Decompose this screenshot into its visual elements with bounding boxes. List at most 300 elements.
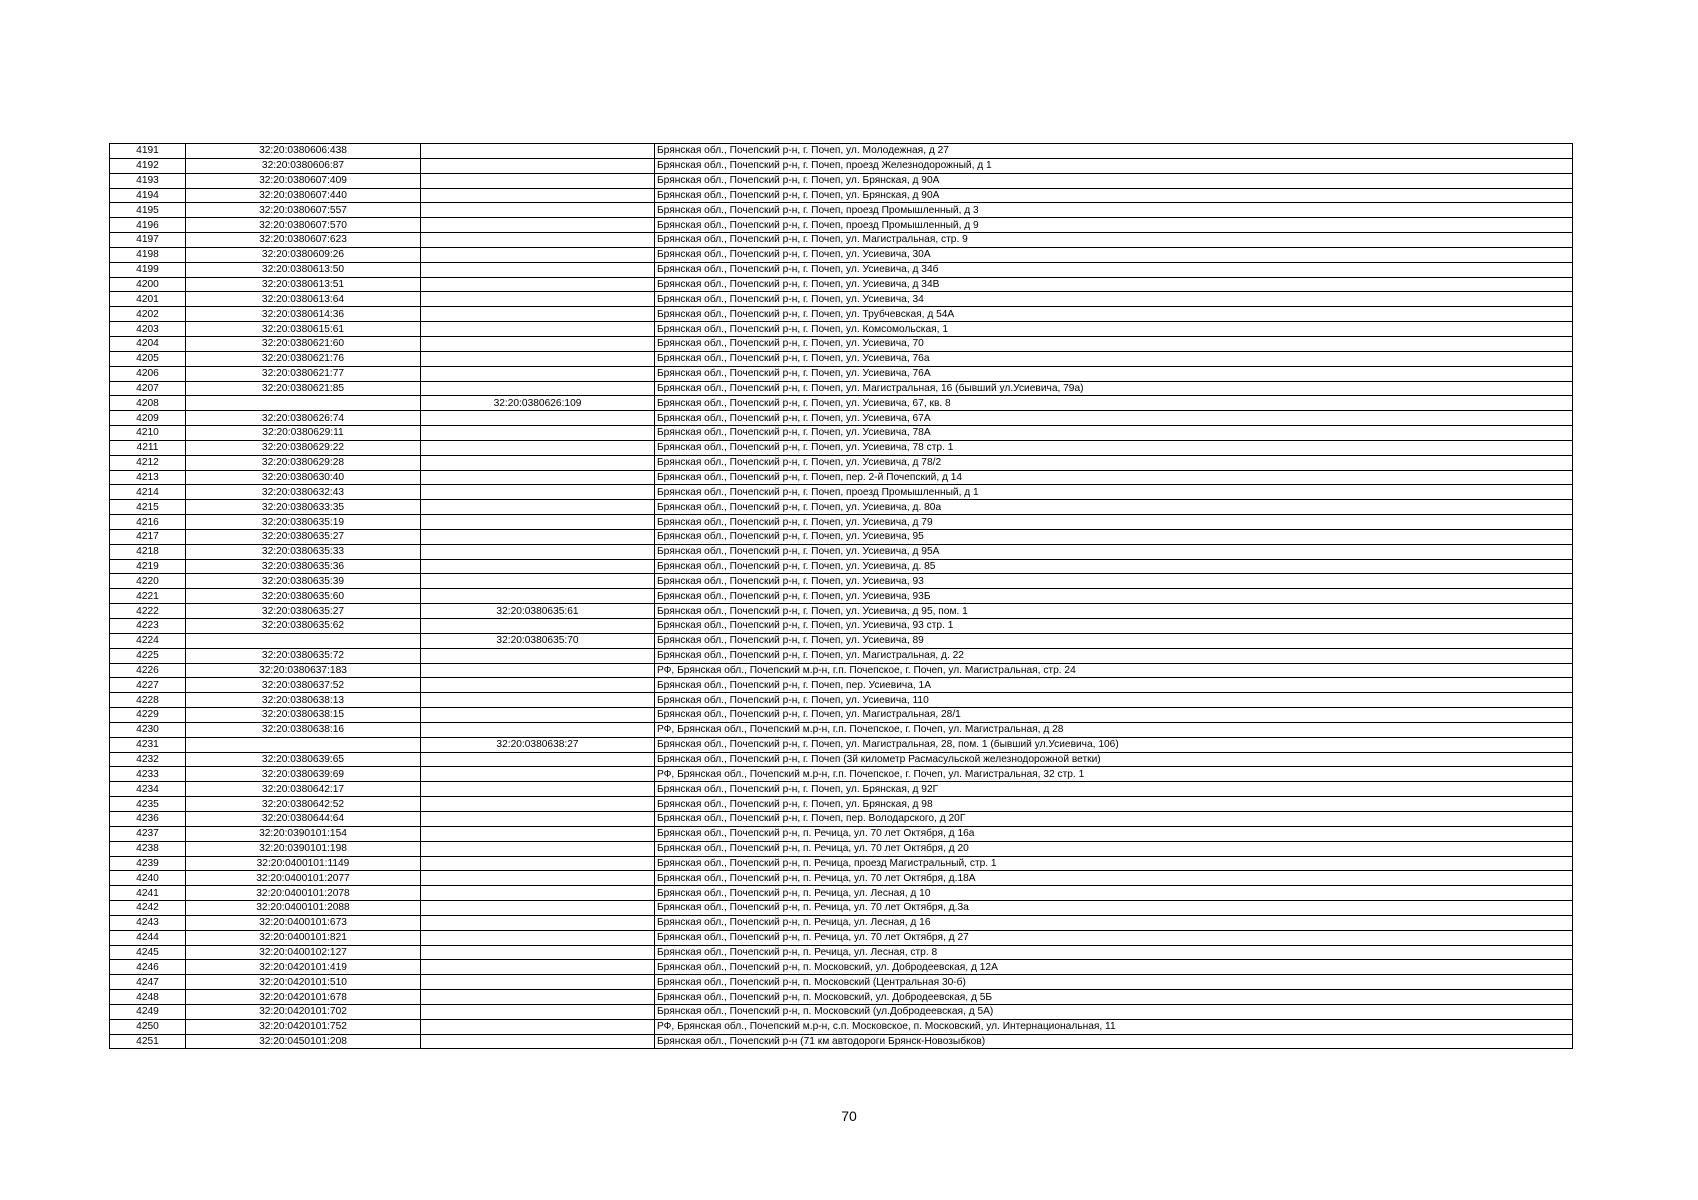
cadastral-number-cell: 32:20:0380639:69 [186, 767, 421, 782]
table-row [110, 144, 1573, 159]
related-cadastral-number-cell [421, 277, 655, 292]
related-cadastral-number-cell [421, 678, 655, 693]
address-cell: Брянская обл., Почепский р-н, г. Почеп, проезд Промышленный, д 9 [655, 218, 1573, 233]
row-number-cell: 4239 [110, 856, 186, 871]
row-number-cell: 4230 [110, 722, 186, 737]
address-cell: Брянская обл., Почепский р-н, г. Почеп, пер. 2-й Почепский, д 14 [655, 470, 1573, 485]
table-row [110, 381, 1573, 396]
related-cadastral-number-cell [421, 901, 655, 916]
row-number-cell: 4220 [110, 574, 186, 589]
row-number-cell: 4214 [110, 485, 186, 500]
table-row [110, 811, 1573, 826]
table-row [110, 292, 1573, 307]
row-number-cell: 4231 [110, 737, 186, 752]
row-number-cell: 4238 [110, 841, 186, 856]
table-row [110, 604, 1573, 619]
related-cadastral-number-cell: 32:20:0380635:61 [421, 604, 655, 619]
table-row [110, 485, 1573, 500]
table-row [110, 470, 1573, 485]
row-number-cell: 4243 [110, 915, 186, 930]
related-cadastral-number-cell [421, 663, 655, 678]
related-cadastral-number-cell [421, 693, 655, 708]
address-cell: Брянская обл., Почепский р-н, г. Почеп, ул. Усиевича, 76А [655, 366, 1573, 381]
cadastral-number-cell [186, 396, 421, 411]
address-cell: Брянская обл., Почепский р-н, г. Почеп, ул. Молодежная, д 27 [655, 144, 1573, 159]
related-cadastral-number-cell [421, 529, 655, 544]
row-number-cell: 4244 [110, 930, 186, 945]
table-row [110, 307, 1573, 322]
related-cadastral-number-cell [421, 990, 655, 1005]
address-cell: Брянская обл., Почепский р-н, п. Речица, ул. Лесная, д 10 [655, 886, 1573, 901]
related-cadastral-number-cell [421, 173, 655, 188]
cadastral-number-cell: 32:20:0380630:40 [186, 470, 421, 485]
table-row [110, 544, 1573, 559]
row-number-cell: 4196 [110, 218, 186, 233]
row-number-cell: 4209 [110, 411, 186, 426]
address-cell: Брянская обл., Почепский р-н, г. Почеп, ул. Усиевича, 110 [655, 693, 1573, 708]
table-row [110, 708, 1573, 723]
related-cadastral-number-cell [421, 188, 655, 203]
cadastral-number-cell: 32:20:0420101:510 [186, 975, 421, 990]
table-row [110, 589, 1573, 604]
table-row [110, 663, 1573, 678]
table-row [110, 678, 1573, 693]
table-row [110, 915, 1573, 930]
table-row [110, 633, 1573, 648]
cadastral-number-cell: 32:20:0380638:15 [186, 708, 421, 723]
row-number-cell: 4229 [110, 708, 186, 723]
address-cell: Брянская обл., Почепский р-н (71 км автодороги Брянск-Новозыбков) [655, 1034, 1573, 1049]
cadastral-number-cell: 32:20:0380613:50 [186, 262, 421, 277]
cadastral-number-cell: 32:20:0380609:26 [186, 247, 421, 262]
cadastral-number-cell: 32:20:0380637:183 [186, 663, 421, 678]
row-number-cell: 4251 [110, 1034, 186, 1049]
table-row [110, 990, 1573, 1005]
table-row [110, 960, 1573, 975]
row-number-cell: 4236 [110, 811, 186, 826]
cadastral-number-cell: 32:20:0380607:623 [186, 233, 421, 248]
table-row [110, 871, 1573, 886]
cadastral-number-cell: 32:20:0380607:440 [186, 188, 421, 203]
related-cadastral-number-cell: 32:20:0380626:109 [421, 396, 655, 411]
related-cadastral-number-cell [421, 752, 655, 767]
cadastral-number-cell: 32:20:0380614:36 [186, 307, 421, 322]
address-cell: Брянская обл., Почепский р-н, г. Почеп (3й километр Расмасульской железнодорожной ветки) [655, 752, 1573, 767]
address-cell: Брянская обл., Почепский р-н, г. Почеп, проезд Промышленный, д 1 [655, 485, 1573, 500]
cadastral-number-cell: 32:20:0420101:419 [186, 960, 421, 975]
cadastral-number-cell: 32:20:0380638:13 [186, 693, 421, 708]
cadastral-number-cell: 32:20:0400101:2077 [186, 871, 421, 886]
related-cadastral-number-cell [421, 351, 655, 366]
cadastral-number-cell: 32:20:0380613:64 [186, 292, 421, 307]
address-cell: Брянская обл., Почепский р-н, г. Почеп, ул. Усиевича, д 79 [655, 515, 1573, 530]
address-cell: Брянская обл., Почепский р-н, п. Речица, ул. 70 лет Октября, д.3а [655, 901, 1573, 916]
address-cell: Брянская обл., Почепский р-н, г. Почеп, ул. Усиевича, д. 80а [655, 500, 1573, 515]
table-row [110, 1019, 1573, 1034]
row-number-cell: 4211 [110, 440, 186, 455]
row-number-cell: 4200 [110, 277, 186, 292]
row-number-cell: 4241 [110, 886, 186, 901]
related-cadastral-number-cell [421, 708, 655, 723]
table-row [110, 515, 1573, 530]
table-row [110, 440, 1573, 455]
address-cell: Брянская обл., Почепский р-н, г. Почеп, ул. Усиевича, 67, кв. 8 [655, 396, 1573, 411]
related-cadastral-number-cell [421, 811, 655, 826]
table-row [110, 173, 1573, 188]
table-row [110, 188, 1573, 203]
address-cell: Брянская обл., Почепский р-н, п. Московский, ул. Добродеевская, д 12А [655, 960, 1573, 975]
related-cadastral-number-cell [421, 366, 655, 381]
cadastral-number-cell: 32:20:0390101:154 [186, 826, 421, 841]
row-number-cell: 4204 [110, 336, 186, 351]
cadastral-number-cell: 32:20:0380635:33 [186, 544, 421, 559]
address-cell: Брянская обл., Почепский р-н, г. Почеп, ул. Усиевича, д 78/2 [655, 455, 1573, 470]
row-number-cell: 4195 [110, 203, 186, 218]
cadastral-number-cell: 32:20:0380629:11 [186, 426, 421, 441]
row-number-cell: 4201 [110, 292, 186, 307]
table-row [110, 797, 1573, 812]
related-cadastral-number-cell: 32:20:0380635:70 [421, 633, 655, 648]
table-row [110, 559, 1573, 574]
table-row [110, 901, 1573, 916]
address-cell: Брянская обл., Почепский р-н, г. Почеп, ул. Усиевича, 70 [655, 336, 1573, 351]
cadastral-number-cell: 32:20:0420101:678 [186, 990, 421, 1005]
related-cadastral-number-cell [421, 945, 655, 960]
related-cadastral-number-cell [421, 470, 655, 485]
related-cadastral-number-cell [421, 218, 655, 233]
related-cadastral-number-cell [421, 930, 655, 945]
row-number-cell: 4198 [110, 247, 186, 262]
row-number-cell: 4248 [110, 990, 186, 1005]
row-number-cell: 4217 [110, 529, 186, 544]
cadastral-number-cell: 32:20:0380621:76 [186, 351, 421, 366]
row-number-cell: 4240 [110, 871, 186, 886]
table-row [110, 648, 1573, 663]
address-cell: Брянская обл., Почепский р-н, г. Почеп, ул. Магистральная, 28, пом. 1 (бывший ул.Усиевича, 106) [655, 737, 1573, 752]
related-cadastral-number-cell [421, 960, 655, 975]
cadastral-number-cell: 32:20:0380629:28 [186, 455, 421, 470]
address-cell: Брянская обл., Почепский р-н, г. Почеп, ул. Комсомольская, 1 [655, 322, 1573, 337]
address-cell: РФ, Брянская обл., Почепский м.р-н, с.п. Московское, п. Московский, ул. Интернациональная, 11 [655, 1019, 1573, 1034]
address-cell: Брянская обл., Почепский р-н, п. Речица, проезд Магистральный, стр. 1 [655, 856, 1573, 871]
row-number-cell: 4247 [110, 975, 186, 990]
cadastral-number-cell [186, 633, 421, 648]
table-row [110, 500, 1573, 515]
related-cadastral-number-cell [421, 782, 655, 797]
row-number-cell: 4226 [110, 663, 186, 678]
related-cadastral-number-cell: 32:20:0380638:27 [421, 737, 655, 752]
address-cell: Брянская обл., Почепский р-н, г. Почеп, ул. Усиевича, 78 стр. 1 [655, 440, 1573, 455]
address-cell: Брянская обл., Почепский р-н, г. Почеп, ул. Усиевича, д. 85 [655, 559, 1573, 574]
row-number-cell: 4223 [110, 619, 186, 634]
table-row [110, 752, 1573, 767]
related-cadastral-number-cell [421, 544, 655, 559]
cadastral-table [109, 143, 1573, 1049]
related-cadastral-number-cell [421, 322, 655, 337]
table-row [110, 218, 1573, 233]
cadastral-number-cell: 32:20:0380607:570 [186, 218, 421, 233]
table-row [110, 782, 1573, 797]
address-cell: Брянская обл., Почепский р-н, г. Почеп, ул. Усиевича, 93 стр. 1 [655, 619, 1573, 634]
address-cell: Брянская обл., Почепский р-н, г. Почеп, ул. Магистральная, 28/1 [655, 708, 1573, 723]
address-cell: Брянская обл., Почепский р-н, г. Почеп, ул. Усиевича, д 34б [655, 262, 1573, 277]
cadastral-number-cell: 32:20:0380606:438 [186, 144, 421, 159]
address-cell: Брянская обл., Почепский р-н, г. Почеп, ул. Усиевича, д 34В [655, 277, 1573, 292]
address-cell: Брянская обл., Почепский р-н, г. Почеп, пер. Усиевича, 1А [655, 678, 1573, 693]
address-cell: Брянская обл., Почепский р-н, г. Почеп, ул. Брянская, д 90А [655, 173, 1573, 188]
address-cell: Брянская обл., Почепский р-н, г. Почеп, ул. Трубчевская, д 54А [655, 307, 1573, 322]
cadastral-number-cell: 32:20:0380635:72 [186, 648, 421, 663]
row-number-cell: 4208 [110, 396, 186, 411]
table-row [110, 767, 1573, 782]
cadastral-number-cell: 32:20:0380607:409 [186, 173, 421, 188]
related-cadastral-number-cell [421, 247, 655, 262]
cadastral-number-cell: 32:20:0450101:208 [186, 1034, 421, 1049]
related-cadastral-number-cell [421, 797, 655, 812]
cadastral-number-cell: 32:20:0380635:62 [186, 619, 421, 634]
related-cadastral-number-cell [421, 158, 655, 173]
cadastral-number-cell: 32:20:0380635:19 [186, 515, 421, 530]
address-cell: Брянская обл., Почепский р-н, г. Почеп, ул. Магистральная, 16 (бывший ул.Усиевича, 79а) [655, 381, 1573, 396]
related-cadastral-number-cell [421, 144, 655, 159]
row-number-cell: 4233 [110, 767, 186, 782]
table-row [110, 574, 1573, 589]
address-cell: Брянская обл., Почепский р-н, г. Почеп, ул. Усиевича, 95 [655, 529, 1573, 544]
table-row [110, 426, 1573, 441]
cadastral-number-cell: 32:20:0380642:52 [186, 797, 421, 812]
related-cadastral-number-cell [421, 574, 655, 589]
row-number-cell: 4192 [110, 158, 186, 173]
row-number-cell: 4245 [110, 945, 186, 960]
related-cadastral-number-cell [421, 292, 655, 307]
cadastral-number-cell: 32:20:0380644:64 [186, 811, 421, 826]
table-row [110, 886, 1573, 901]
related-cadastral-number-cell [421, 336, 655, 351]
related-cadastral-number-cell [421, 619, 655, 634]
related-cadastral-number-cell [421, 826, 655, 841]
row-number-cell: 4202 [110, 307, 186, 322]
cadastral-number-cell: 32:20:0380633:35 [186, 500, 421, 515]
row-number-cell: 4205 [110, 351, 186, 366]
row-number-cell: 4206 [110, 366, 186, 381]
related-cadastral-number-cell [421, 500, 655, 515]
cadastral-number-cell: 32:20:0420101:752 [186, 1019, 421, 1034]
address-cell: Брянская обл., Почепский р-н, г. Почеп, проезд Железнодорожный, д 1 [655, 158, 1573, 173]
related-cadastral-number-cell [421, 515, 655, 530]
table-row [110, 945, 1573, 960]
related-cadastral-number-cell [421, 856, 655, 871]
address-cell: Брянская обл., Почепский р-н, г. Почеп, ул. Усиевича, 67А [655, 411, 1573, 426]
table-row [110, 693, 1573, 708]
row-number-cell: 4216 [110, 515, 186, 530]
related-cadastral-number-cell [421, 455, 655, 470]
cadastral-number-cell: 32:20:0390101:198 [186, 841, 421, 856]
related-cadastral-number-cell [421, 871, 655, 886]
related-cadastral-number-cell [421, 411, 655, 426]
table-row [110, 619, 1573, 634]
row-number-cell: 4194 [110, 188, 186, 203]
address-cell: Брянская обл., Почепский р-н, п. Московский, ул. Добродеевская, д 5Б [655, 990, 1573, 1005]
cadastral-number-cell: 32:20:0380635:27 [186, 604, 421, 619]
address-cell: Брянская обл., Почепский р-н, п. Речица, ул. 70 лет Октября, д 20 [655, 841, 1573, 856]
row-number-cell: 4246 [110, 960, 186, 975]
address-cell: РФ, Брянская обл., Почепский м.р-н, г.п. Почепское, г. Почеп, ул. Магистральная, 32 стр. 1 [655, 767, 1573, 782]
table-row [110, 351, 1573, 366]
table-row [110, 203, 1573, 218]
address-cell: Брянская обл., Почепский р-н, г. Почеп, ул. Усиевича, 78А [655, 426, 1573, 441]
address-cell: Брянская обл., Почепский р-н, г. Почеп, ул. Магистральная, д. 22 [655, 648, 1573, 663]
row-number-cell: 4212 [110, 455, 186, 470]
address-cell: Брянская обл., Почепский р-н, п. Речица, ул. 70 лет Октября, д.18А [655, 871, 1573, 886]
cadastral-number-cell: 32:20:0380635:27 [186, 529, 421, 544]
table-row [110, 277, 1573, 292]
table-row [110, 1004, 1573, 1019]
address-cell: Брянская обл., Почепский р-н, п. Речица, ул. 70 лет Октября, д 27 [655, 930, 1573, 945]
table-row [110, 396, 1573, 411]
cadastral-number-cell: 32:20:0380606:87 [186, 158, 421, 173]
row-number-cell: 4225 [110, 648, 186, 663]
row-number-cell: 4213 [110, 470, 186, 485]
cadastral-number-cell: 32:20:0380626:74 [186, 411, 421, 426]
cadastral-number-cell: 32:20:0420101:702 [186, 1004, 421, 1019]
related-cadastral-number-cell [421, 722, 655, 737]
table-row [110, 737, 1573, 752]
cadastral-number-cell: 32:20:0400101:673 [186, 915, 421, 930]
address-cell: Брянская обл., Почепский р-н, п. Речица, ул. Лесная, д 16 [655, 915, 1573, 930]
row-number-cell: 4222 [110, 604, 186, 619]
cadastral-number-cell: 32:20:0380639:65 [186, 752, 421, 767]
cadastral-number-cell: 32:20:0380621:85 [186, 381, 421, 396]
cadastral-number-cell: 32:20:0380642:17 [186, 782, 421, 797]
related-cadastral-number-cell [421, 648, 655, 663]
cadastral-number-cell: 32:20:0400101:2088 [186, 901, 421, 916]
address-cell: Брянская обл., Почепский р-н, г. Почеп, ул. Усиевича, 30А [655, 247, 1573, 262]
row-number-cell: 4203 [110, 322, 186, 337]
row-number-cell: 4215 [110, 500, 186, 515]
cadastral-number-cell: 32:20:0380638:16 [186, 722, 421, 737]
row-number-cell: 4228 [110, 693, 186, 708]
address-cell: Брянская обл., Почепский р-н, г. Почеп, ул. Брянская, д 90А [655, 188, 1573, 203]
related-cadastral-number-cell [421, 381, 655, 396]
address-cell: Брянская обл., Почепский р-н, г. Почеп, ул. Усиевича, 34 [655, 292, 1573, 307]
related-cadastral-number-cell [421, 559, 655, 574]
table-row [110, 722, 1573, 737]
related-cadastral-number-cell [421, 841, 655, 856]
related-cadastral-number-cell [421, 589, 655, 604]
address-cell: Брянская обл., Почепский р-н, г. Почеп, проезд Промышленный, д 3 [655, 203, 1573, 218]
row-number-cell: 4219 [110, 559, 186, 574]
row-number-cell: 4191 [110, 144, 186, 159]
row-number-cell: 4210 [110, 426, 186, 441]
address-cell: Брянская обл., Почепский р-н, г. Почеп, ул. Брянская, д 98 [655, 797, 1573, 812]
cadastral-number-cell: 32:20:0400101:1149 [186, 856, 421, 871]
address-cell: Брянская обл., Почепский р-н, г. Почеп, ул. Усиевича, 93Б [655, 589, 1573, 604]
table-row [110, 247, 1573, 262]
related-cadastral-number-cell [421, 233, 655, 248]
table-row [110, 158, 1573, 173]
related-cadastral-number-cell [421, 915, 655, 930]
related-cadastral-number-cell [421, 426, 655, 441]
table-row [110, 1034, 1573, 1049]
cadastral-number-cell [186, 737, 421, 752]
row-number-cell: 4234 [110, 782, 186, 797]
row-number-cell: 4221 [110, 589, 186, 604]
related-cadastral-number-cell [421, 203, 655, 218]
table-row [110, 841, 1573, 856]
row-number-cell: 4193 [110, 173, 186, 188]
related-cadastral-number-cell [421, 262, 655, 277]
row-number-cell: 4242 [110, 901, 186, 916]
table-row [110, 233, 1573, 248]
address-cell: Брянская обл., Почепский р-н, п. Речица, ул. Лесная, стр. 8 [655, 945, 1573, 960]
related-cadastral-number-cell [421, 307, 655, 322]
table-row [110, 262, 1573, 277]
row-number-cell: 4250 [110, 1019, 186, 1034]
related-cadastral-number-cell [421, 1034, 655, 1049]
address-cell: Брянская обл., Почепский р-н, г. Почеп, ул. Усиевича, 93 [655, 574, 1573, 589]
row-number-cell: 4224 [110, 633, 186, 648]
cadastral-number-cell: 32:20:0380635:39 [186, 574, 421, 589]
row-number-cell: 4249 [110, 1004, 186, 1019]
address-cell: Брянская обл., Почепский р-н, г. Почеп, ул. Усиевича, 89 [655, 633, 1573, 648]
cadastral-number-cell: 32:20:0380621:60 [186, 336, 421, 351]
address-cell: Брянская обл., Почепский р-н, г. Почеп, ул. Усиевича, д 95А [655, 544, 1573, 559]
cadastral-number-cell: 32:20:0400101:2078 [186, 886, 421, 901]
cadastral-number-cell: 32:20:0380629:22 [186, 440, 421, 455]
address-cell: Брянская обл., Почепский р-н, г. Почеп, ул. Брянская, д 92Г [655, 782, 1573, 797]
related-cadastral-number-cell [421, 886, 655, 901]
cadastral-number-cell: 32:20:0380632:43 [186, 485, 421, 500]
cadastral-number-cell: 32:20:0400102:127 [186, 945, 421, 960]
cadastral-number-cell: 32:20:0380615:61 [186, 322, 421, 337]
table-row [110, 856, 1573, 871]
table-row [110, 826, 1573, 841]
address-cell: РФ, Брянская обл., Почепский м.р-н, г.п. Почепское, г. Почеп, ул. Магистральная, д 28 [655, 722, 1573, 737]
address-cell: Брянская обл., Почепский р-н, г. Почеп, пер. Володарского, д 20Г [655, 811, 1573, 826]
address-cell: Брянская обл., Почепский р-н, п. Московский (Центральная 30-б) [655, 975, 1573, 990]
table-row [110, 411, 1573, 426]
table-row [110, 455, 1573, 470]
cadastral-number-cell: 32:20:0380635:36 [186, 559, 421, 574]
table-row [110, 336, 1573, 351]
row-number-cell: 4235 [110, 797, 186, 812]
row-number-cell: 4237 [110, 826, 186, 841]
related-cadastral-number-cell [421, 1004, 655, 1019]
table-row [110, 366, 1573, 381]
table-row [110, 930, 1573, 945]
related-cadastral-number-cell [421, 485, 655, 500]
address-cell: Брянская обл., Почепский р-н, г. Почеп, ул. Магистральная, стр. 9 [655, 233, 1573, 248]
row-number-cell: 4232 [110, 752, 186, 767]
related-cadastral-number-cell [421, 1019, 655, 1034]
address-cell: Брянская обл., Почепский р-н, г. Почеп, ул. Усиевича, д 95, пом. 1 [655, 604, 1573, 619]
row-number-cell: 4199 [110, 262, 186, 277]
related-cadastral-number-cell [421, 975, 655, 990]
address-cell: РФ, Брянская обл., Почепский м.р-н, г.п. Почепское, г. Почеп, ул. Магистральная, стр. 24 [655, 663, 1573, 678]
address-cell: Брянская обл., Почепский р-н, г. Почеп, ул. Усиевича, 76а [655, 351, 1573, 366]
table-row [110, 322, 1573, 337]
related-cadastral-number-cell [421, 767, 655, 782]
address-cell: Брянская обл., Почепский р-н, п. Московский (ул.Добродеевская, д 5А) [655, 1004, 1573, 1019]
cadastral-number-cell: 32:20:0380637:52 [186, 678, 421, 693]
cadastral-number-cell: 32:20:0380635:60 [186, 589, 421, 604]
row-number-cell: 4218 [110, 544, 186, 559]
related-cadastral-number-cell [421, 440, 655, 455]
cadastral-number-cell: 32:20:0380621:77 [186, 366, 421, 381]
table-body [110, 144, 1573, 1049]
cadastral-number-cell: 32:20:0380607:557 [186, 203, 421, 218]
table-row [110, 529, 1573, 544]
